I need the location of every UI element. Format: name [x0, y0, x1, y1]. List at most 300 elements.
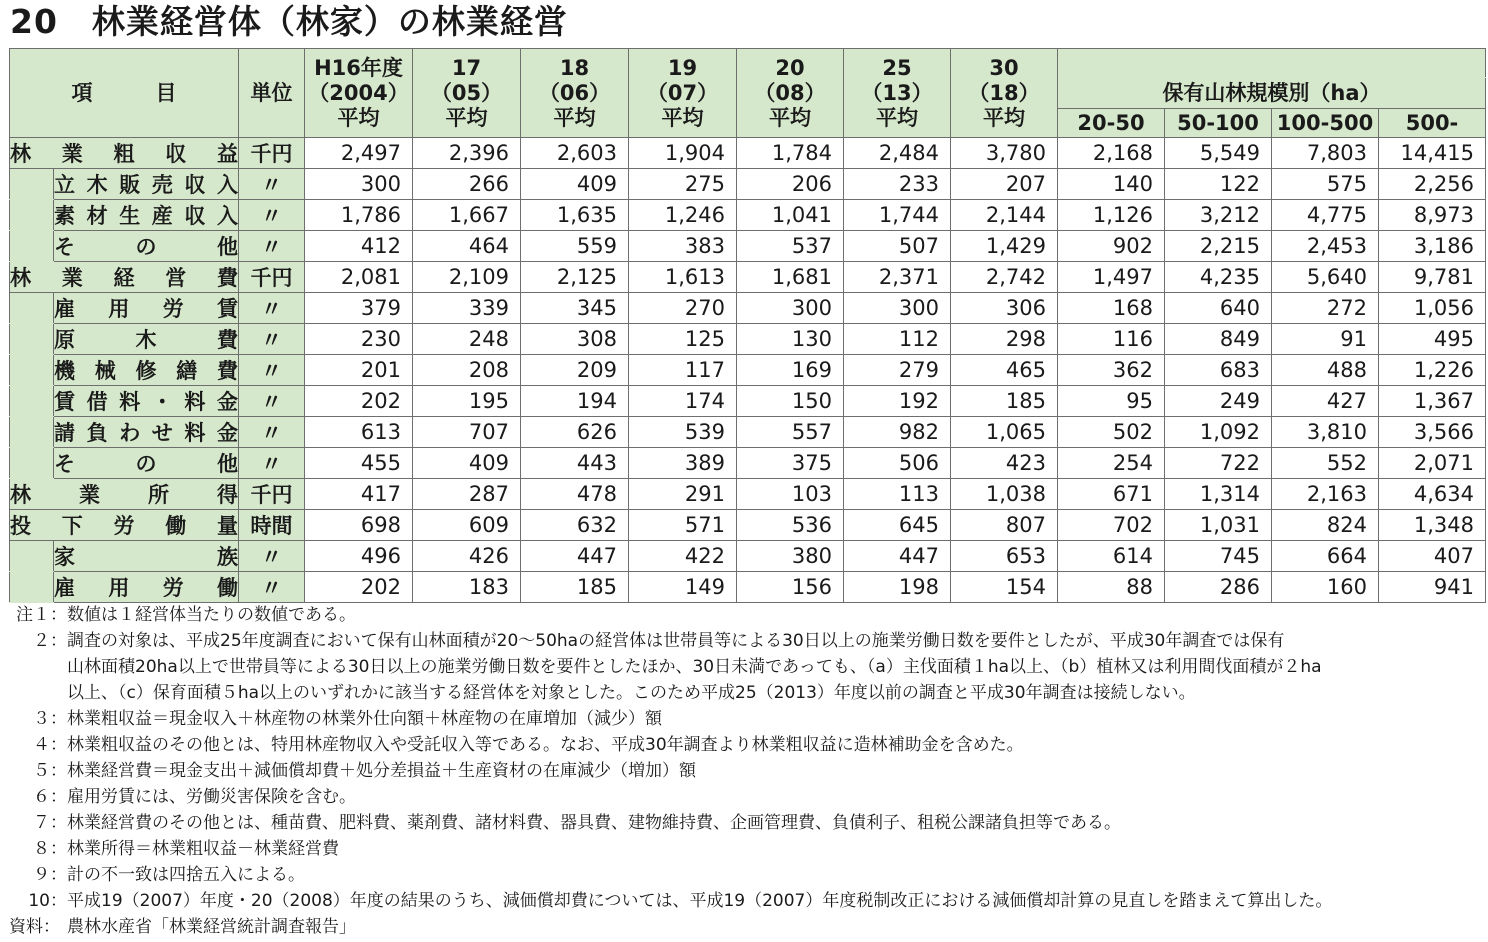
value-cell: 168 — [1058, 293, 1165, 324]
indent-cell — [10, 169, 54, 200]
table-row — [10, 293, 1486, 324]
value-cell: 412 — [305, 231, 413, 262]
note-label: ４： — [33, 735, 67, 755]
note-line: 調査の対象は、平成25年度調査において保有山林面積が20～50haの経営体は世帯員等による30日以上の施業労働日数を要件としたが、平成30年調査では保有 — [67, 631, 1285, 651]
year-header-line: （07） — [646, 80, 719, 105]
unit-cell: 〃 — [239, 324, 305, 355]
note-label: ７： — [33, 813, 67, 833]
value-cell: 8,973 — [1379, 200, 1486, 231]
indent-cell — [10, 572, 54, 603]
value-cell: 266 — [413, 169, 521, 200]
value-cell: 3,566 — [1379, 417, 1486, 448]
value-cell: 455 — [305, 448, 413, 479]
size-header: 500- — [1379, 109, 1486, 138]
note-label: ９： — [33, 865, 67, 885]
row-label-text: 機械修繕費 — [54, 359, 238, 383]
row-label-text: 雇用労賃 — [54, 297, 238, 321]
note-line: 林業経営費＝現金支出＋減価償却費＋処分差損益＋生産資材の在庫減少（増加）額 — [67, 761, 696, 781]
indent-cell — [10, 417, 54, 448]
year-header-line: 平均 — [769, 105, 811, 130]
table-row — [10, 510, 1486, 541]
value-cell: 192 — [844, 386, 951, 417]
value-cell: 130 — [737, 324, 844, 355]
indent-cell — [10, 231, 54, 262]
value-cell: 2,071 — [1379, 448, 1486, 479]
value-cell: 1,126 — [1058, 200, 1165, 231]
value-cell: 2,396 — [413, 138, 521, 169]
row-label — [54, 386, 239, 417]
value-cell: 707 — [413, 417, 521, 448]
note-text — [67, 732, 1481, 758]
note — [9, 628, 1481, 706]
value-cell: 1,348 — [1379, 510, 1486, 541]
year-header-line: 30 — [989, 55, 1019, 80]
value-cell: 272 — [1272, 293, 1379, 324]
year-header-line: （2004） — [308, 80, 409, 105]
unit-cell: 千円 — [239, 262, 305, 293]
value-cell: 298 — [951, 324, 1058, 355]
note-text — [67, 628, 1481, 706]
year-header — [737, 49, 844, 138]
row-label-text: 投下労働量 — [10, 514, 238, 538]
indent-cell — [10, 293, 54, 324]
size-header: 50-100 — [1165, 109, 1272, 138]
value-cell: 1,497 — [1058, 262, 1165, 293]
value-cell: 488 — [1272, 355, 1379, 386]
value-cell: 2,453 — [1272, 231, 1379, 262]
note-text — [67, 862, 1481, 888]
year-header-line: （06） — [538, 80, 611, 105]
year-header-line: H16年度 — [314, 55, 403, 80]
value-cell: 447 — [844, 541, 951, 572]
value-cell: 614 — [1058, 541, 1165, 572]
year-header-line: 平均 — [661, 105, 704, 130]
row-label — [54, 293, 239, 324]
value-cell: 409 — [521, 169, 629, 200]
value-cell: 902 — [1058, 231, 1165, 262]
value-cell: 1,613 — [629, 262, 737, 293]
year-header-line: 25 — [882, 55, 912, 80]
value-cell: 1,038 — [951, 479, 1058, 510]
value-cell: 2,215 — [1165, 231, 1272, 262]
note — [9, 836, 1481, 862]
value-cell: 1,314 — [1165, 479, 1272, 510]
value-cell: 571 — [629, 510, 737, 541]
value-cell: 7,803 — [1272, 138, 1379, 169]
note-text — [67, 758, 1481, 784]
value-cell: 4,775 — [1272, 200, 1379, 231]
value-cell: 5,640 — [1272, 262, 1379, 293]
value-cell: 502 — [1058, 417, 1165, 448]
value-cell: 478 — [521, 479, 629, 510]
value-cell: 195 — [413, 386, 521, 417]
indent-cell — [10, 448, 54, 479]
value-cell: 1,367 — [1379, 386, 1486, 417]
forestry-management-table — [9, 48, 1486, 603]
value-cell: 1,041 — [737, 200, 844, 231]
row-label-text: 素材生産収入 — [54, 204, 238, 228]
value-cell: 1,092 — [1165, 417, 1272, 448]
year-header-line: 17 — [451, 55, 482, 80]
value-cell: 409 — [413, 448, 521, 479]
value-cell: 270 — [629, 293, 737, 324]
value-cell: 2,125 — [521, 262, 629, 293]
note-line: 以上、（c）保育面積５ha以上のいずれかに該当する経営体を対象とした。このため平成25（2013）年度以前の調査と平成30年調査は接続しない。 — [67, 683, 1196, 703]
row-label — [54, 169, 239, 200]
value-cell: 185 — [951, 386, 1058, 417]
note-line: 山林面積20ha以上で世帯員等による30日以上の施業労働日数を要件としたほか、30日未満であっても、（a）主伐面積１ha以上、（b）植林又は利用間伐面積が２ha — [67, 657, 1322, 677]
note-line: 林業所得＝林業粗収益－林業経営費 — [67, 839, 339, 859]
value-cell: 552 — [1272, 448, 1379, 479]
value-cell: 407 — [1379, 541, 1486, 572]
row-label — [54, 324, 239, 355]
value-cell: 537 — [737, 231, 844, 262]
year-header — [413, 49, 521, 138]
year-header-line: 平均 — [983, 105, 1025, 130]
unit-cell: 〃 — [239, 541, 305, 572]
source-text: 農林水産省「林業経営統計調査報告」 — [67, 917, 356, 937]
row-label-text: 立木販売収入 — [54, 173, 238, 197]
value-cell: 379 — [305, 293, 413, 324]
unit-cell: 〃 — [239, 417, 305, 448]
value-cell: 286 — [1165, 572, 1272, 603]
value-cell: 300 — [305, 169, 413, 200]
row-label-text: 家族 — [54, 545, 238, 569]
value-cell: 156 — [737, 572, 844, 603]
value-cell: 183 — [413, 572, 521, 603]
unit-cell: 〃 — [239, 448, 305, 479]
unit-cell: 〃 — [239, 231, 305, 262]
unit-cell: 〃 — [239, 169, 305, 200]
table-row — [10, 138, 1486, 169]
note — [9, 810, 1481, 836]
value-cell: 9,781 — [1379, 262, 1486, 293]
value-cell: 464 — [413, 231, 521, 262]
year-header — [844, 49, 951, 138]
value-cell: 2,168 — [1058, 138, 1165, 169]
note-line: 林業粗収益のその他とは、特用林産物収入や受託収入等である。なお、平成30年調査より林業粗収益に造林補助金を含めた。 — [67, 735, 1024, 755]
value-cell: 557 — [737, 417, 844, 448]
value-cell: 308 — [521, 324, 629, 355]
value-cell: 2,144 — [951, 200, 1058, 231]
note — [9, 758, 1481, 784]
size-header: 100-500 — [1272, 109, 1379, 138]
value-cell: 1,226 — [1379, 355, 1486, 386]
value-cell: 202 — [305, 572, 413, 603]
indent-cell — [10, 324, 54, 355]
value-cell: 2,603 — [521, 138, 629, 169]
value-cell: 230 — [305, 324, 413, 355]
row-label — [10, 510, 239, 541]
value-cell: 287 — [413, 479, 521, 510]
table-row — [10, 231, 1486, 262]
table-row — [10, 355, 1486, 386]
value-cell: 683 — [1165, 355, 1272, 386]
year-header-line: 平均 — [553, 105, 596, 130]
table-row — [10, 386, 1486, 417]
row-label — [54, 572, 239, 603]
value-cell: 536 — [737, 510, 844, 541]
value-cell: 202 — [305, 386, 413, 417]
source — [9, 914, 1481, 940]
value-cell: 982 — [844, 417, 951, 448]
note — [9, 602, 1481, 628]
table-row — [10, 417, 1486, 448]
value-cell: 4,634 — [1379, 479, 1486, 510]
item-header: 項 目 — [10, 49, 239, 138]
value-cell: 447 — [521, 541, 629, 572]
value-cell: 209 — [521, 355, 629, 386]
value-cell: 702 — [1058, 510, 1165, 541]
value-cell: 194 — [521, 386, 629, 417]
row-label — [10, 138, 239, 169]
value-cell: 632 — [521, 510, 629, 541]
row-label-text: 雇用労働 — [54, 576, 238, 600]
year-header — [629, 49, 737, 138]
row-label-text: その他 — [54, 452, 238, 476]
table-row — [10, 200, 1486, 231]
note-line: 数値は１経営体当たりの数値である。 — [67, 605, 356, 625]
row-label-text: 林業経営費 — [10, 266, 238, 290]
value-cell: 3,810 — [1272, 417, 1379, 448]
value-cell: 306 — [951, 293, 1058, 324]
notes — [9, 602, 1481, 940]
value-cell: 300 — [737, 293, 844, 324]
unit-header: 単位 — [239, 49, 305, 138]
year-header-line: 平均 — [876, 105, 918, 130]
value-cell: 149 — [629, 572, 737, 603]
year-header — [521, 49, 629, 138]
value-cell: 1,904 — [629, 138, 737, 169]
value-cell: 206 — [737, 169, 844, 200]
note — [9, 784, 1481, 810]
value-cell: 1,246 — [629, 200, 737, 231]
value-cell: 496 — [305, 541, 413, 572]
row-label — [54, 448, 239, 479]
indent-cell — [10, 200, 54, 231]
value-cell: 362 — [1058, 355, 1165, 386]
value-cell: 1,031 — [1165, 510, 1272, 541]
table-body — [10, 138, 1486, 603]
table-row — [10, 572, 1486, 603]
value-cell: 640 — [1165, 293, 1272, 324]
value-cell: 1,635 — [521, 200, 629, 231]
value-cell: 1,784 — [737, 138, 844, 169]
value-cell: 122 — [1165, 169, 1272, 200]
value-cell: 345 — [521, 293, 629, 324]
value-cell: 207 — [951, 169, 1058, 200]
note-line: 平成19（2007）年度・20（2008）年度の結果のうち、減価償却費については、平成19（2007）年度税制改正における減価償却計算の見直しを踏まえて算出した。 — [67, 891, 1333, 911]
value-cell: 613 — [305, 417, 413, 448]
value-cell: 291 — [629, 479, 737, 510]
value-cell: 174 — [629, 386, 737, 417]
value-cell: 2,256 — [1379, 169, 1486, 200]
value-cell: 389 — [629, 448, 737, 479]
note-text — [67, 706, 1481, 732]
year-header-line: 20 — [775, 55, 805, 80]
table-row — [10, 541, 1486, 572]
note-text — [67, 888, 1481, 914]
value-cell: 745 — [1165, 541, 1272, 572]
unit-cell: 〃 — [239, 355, 305, 386]
value-cell: 1,744 — [844, 200, 951, 231]
note — [9, 888, 1481, 914]
value-cell: 248 — [413, 324, 521, 355]
row-label — [54, 200, 239, 231]
value-cell: 2,484 — [844, 138, 951, 169]
value-cell: 426 — [413, 541, 521, 572]
value-cell: 3,186 — [1379, 231, 1486, 262]
unit-cell: 千円 — [239, 138, 305, 169]
value-cell: 95 — [1058, 386, 1165, 417]
value-cell: 160 — [1272, 572, 1379, 603]
value-cell: 117 — [629, 355, 737, 386]
value-cell: 1,429 — [951, 231, 1058, 262]
value-cell: 198 — [844, 572, 951, 603]
value-cell: 300 — [844, 293, 951, 324]
unit-cell: 〃 — [239, 386, 305, 417]
value-cell: 507 — [844, 231, 951, 262]
value-cell: 125 — [629, 324, 737, 355]
unit-cell: 千円 — [239, 479, 305, 510]
unit-cell: 〃 — [239, 200, 305, 231]
source-label: 資料： — [9, 917, 60, 937]
table-row — [10, 448, 1486, 479]
value-cell: 185 — [521, 572, 629, 603]
value-cell: 807 — [951, 510, 1058, 541]
year-header-line: （08） — [754, 80, 826, 105]
value-cell: 2,109 — [413, 262, 521, 293]
value-cell: 575 — [1272, 169, 1379, 200]
value-cell: 609 — [413, 510, 521, 541]
year-header-line: 平均 — [337, 105, 380, 130]
row-label — [54, 231, 239, 262]
value-cell: 88 — [1058, 572, 1165, 603]
value-cell: 339 — [413, 293, 521, 324]
value-cell: 671 — [1058, 479, 1165, 510]
value-cell: 626 — [521, 417, 629, 448]
note-text — [67, 602, 1481, 628]
table-row — [10, 262, 1486, 293]
value-cell: 443 — [521, 448, 629, 479]
value-cell: 233 — [844, 169, 951, 200]
value-cell: 653 — [951, 541, 1058, 572]
row-label-text: 賃借料・料金 — [54, 390, 238, 414]
value-cell: 495 — [1379, 324, 1486, 355]
value-cell: 91 — [1272, 324, 1379, 355]
value-cell: 154 — [951, 572, 1058, 603]
value-cell: 113 — [844, 479, 951, 510]
value-cell: 539 — [629, 417, 737, 448]
page-title: 20 林業経営体（林家）の林業経営 — [10, 2, 568, 41]
value-cell: 849 — [1165, 324, 1272, 355]
year-header-line: （18） — [968, 80, 1040, 105]
row-label — [10, 479, 239, 510]
value-cell: 1,065 — [951, 417, 1058, 448]
value-cell: 645 — [844, 510, 951, 541]
value-cell: 2,371 — [844, 262, 951, 293]
value-cell: 14,415 — [1379, 138, 1486, 169]
indent-cell — [10, 541, 54, 572]
note-label: ２： — [33, 631, 67, 651]
value-cell: 1,056 — [1379, 293, 1486, 324]
value-cell: 375 — [737, 448, 844, 479]
value-cell: 722 — [1165, 448, 1272, 479]
unit-cell: 時間 — [239, 510, 305, 541]
value-cell: 2,497 — [305, 138, 413, 169]
row-label — [54, 541, 239, 572]
row-label — [54, 417, 239, 448]
value-cell: 103 — [737, 479, 844, 510]
row-label-text: 請負わせ料金 — [54, 421, 238, 445]
value-cell: 112 — [844, 324, 951, 355]
note-text — [67, 810, 1481, 836]
year-header — [951, 49, 1058, 138]
note-line: 雇用労賃には、労働災害保険を含む。 — [67, 787, 356, 807]
value-cell: 116 — [1058, 324, 1165, 355]
note-line: 林業経営費のその他とは、種苗費、肥料費、薬剤費、諸材料費、器具費、建物維持費、企画管理費、負債利子、租税公課諸負担等である。 — [67, 813, 1121, 833]
value-cell: 5,549 — [1165, 138, 1272, 169]
value-cell: 2,163 — [1272, 479, 1379, 510]
value-cell: 2,742 — [951, 262, 1058, 293]
row-label-text: 林業所得 — [10, 483, 238, 507]
note-label: 10： — [28, 891, 67, 911]
value-cell: 422 — [629, 541, 737, 572]
note-label: ８： — [33, 839, 67, 859]
value-cell: 254 — [1058, 448, 1165, 479]
value-cell: 4,235 — [1165, 262, 1272, 293]
value-cell: 824 — [1272, 510, 1379, 541]
note-label: ６： — [33, 787, 67, 807]
size-header: 20-50 — [1058, 109, 1165, 138]
note-label: ５： — [33, 761, 67, 781]
value-cell: 1,667 — [413, 200, 521, 231]
note-text — [67, 784, 1481, 810]
value-cell: 1,786 — [305, 200, 413, 231]
value-cell: 664 — [1272, 541, 1379, 572]
value-cell: 423 — [951, 448, 1058, 479]
note-label: ３： — [33, 709, 67, 729]
unit-cell: 〃 — [239, 572, 305, 603]
table-row — [10, 169, 1486, 200]
value-cell: 169 — [737, 355, 844, 386]
note — [9, 706, 1481, 732]
value-cell: 506 — [844, 448, 951, 479]
value-cell: 2,081 — [305, 262, 413, 293]
row-label-text: 林業粗収益 — [10, 142, 238, 166]
unit-cell: 〃 — [239, 293, 305, 324]
value-cell: 427 — [1272, 386, 1379, 417]
value-cell: 140 — [1058, 169, 1165, 200]
indent-cell — [10, 355, 54, 386]
note-line: 計の不一致は四捨五入による。 — [67, 865, 305, 885]
row-label-text: 原木費 — [54, 328, 238, 352]
value-cell: 698 — [305, 510, 413, 541]
table-row — [10, 479, 1486, 510]
value-cell: 208 — [413, 355, 521, 386]
indent-cell — [10, 386, 54, 417]
value-cell: 380 — [737, 541, 844, 572]
year-header-line: （05） — [430, 80, 503, 105]
value-cell: 3,780 — [951, 138, 1058, 169]
year-header-line: （13） — [861, 80, 933, 105]
value-cell: 383 — [629, 231, 737, 262]
value-cell: 275 — [629, 169, 737, 200]
value-cell: 941 — [1379, 572, 1486, 603]
size-group-header: 保有山林規模別（ha） — [1058, 78, 1486, 109]
year-header-line: 平均 — [445, 105, 488, 130]
value-cell: 559 — [521, 231, 629, 262]
